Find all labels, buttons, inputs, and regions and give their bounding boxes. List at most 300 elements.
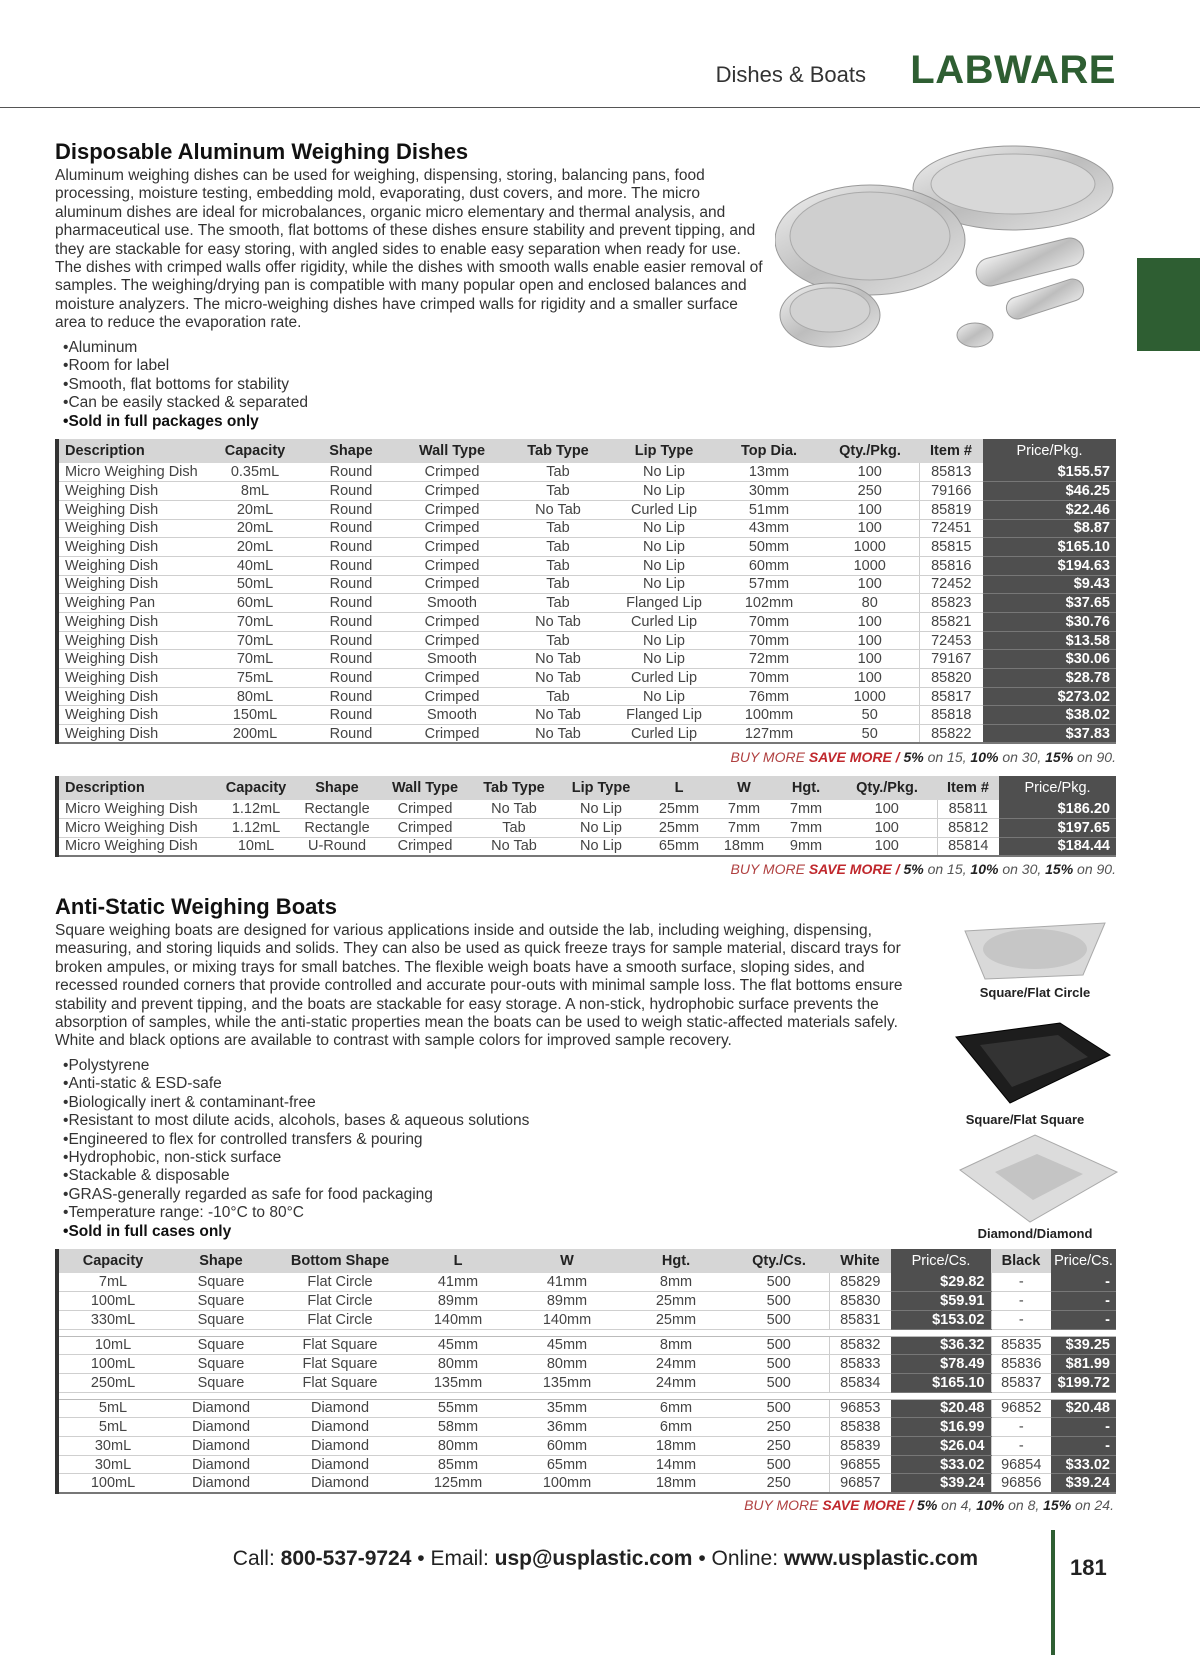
table-cell: Flat Square <box>275 1336 405 1355</box>
table-cell: $197.65 <box>999 819 1116 838</box>
table-row <box>57 594 1116 613</box>
table-cell: Round <box>303 538 399 557</box>
table-cell: 80mm <box>405 1437 511 1456</box>
table-cell: Round <box>303 575 399 594</box>
table-cell: Tab <box>505 594 611 613</box>
table-cell: $273.02 <box>983 687 1116 706</box>
page-number: 181 <box>1070 1555 1107 1580</box>
table-cell: $22.46 <box>983 500 1116 519</box>
table-cell: Flat Circle <box>275 1292 405 1311</box>
table-cell: 500 <box>729 1292 829 1311</box>
table-cell: No Lip <box>611 538 717 557</box>
table-cell: 85822 <box>919 725 983 744</box>
table-cell: No Tab <box>505 669 611 688</box>
table-cell: 10mL <box>217 837 295 856</box>
table-cell: - <box>1051 1418 1116 1437</box>
table-cell: $36.32 <box>891 1336 991 1355</box>
table-cell: 36mm <box>511 1418 623 1437</box>
table-cell: 1.12mL <box>217 819 295 838</box>
table-row <box>57 837 1116 856</box>
table-cell: 85819 <box>919 500 983 519</box>
table-cell: $186.20 <box>999 800 1116 819</box>
table-cell: 85818 <box>919 706 983 725</box>
table-cell: 100mL <box>57 1355 167 1374</box>
table-cell: 100 <box>837 819 937 838</box>
table-cell: Flat Square <box>275 1355 405 1374</box>
table-cell: Round <box>303 463 399 482</box>
page-number-divider <box>1051 1530 1055 1655</box>
table-cell: 100 <box>821 613 919 632</box>
table-cell: $28.78 <box>983 669 1116 688</box>
table-cell: $39.24 <box>891 1474 991 1493</box>
table-cell: Diamond <box>167 1474 275 1493</box>
table-cell: 5mL <box>57 1418 167 1437</box>
table-cell: 100mm <box>511 1474 623 1493</box>
table-cell: 135mm <box>511 1373 623 1392</box>
col-header: Tab Type <box>471 776 557 800</box>
col-header: Lip Type <box>611 439 717 463</box>
table-row <box>57 1474 1116 1493</box>
table-cell: Crimped <box>399 669 505 688</box>
table-cell: 70mm <box>717 631 821 650</box>
table-cell: Micro Weighing Dish <box>57 800 217 819</box>
table-row <box>57 1292 1116 1311</box>
table-cell: Flat Square <box>275 1373 405 1392</box>
table-cell: 500 <box>729 1273 829 1292</box>
table-cell: Crimped <box>379 819 471 838</box>
table-cell: Diamond <box>275 1418 405 1437</box>
table-cell: Weighing Dish <box>57 725 207 744</box>
table-cell: 55mm <box>405 1399 511 1418</box>
table-cell: Tab <box>505 482 611 501</box>
table-cell: Square <box>167 1273 275 1292</box>
table-cell: $30.76 <box>983 613 1116 632</box>
table-cell: 80mm <box>405 1355 511 1374</box>
table-cell: 72451 <box>919 519 983 538</box>
table-cell: 24mm <box>623 1373 729 1392</box>
table-cell: $165.10 <box>891 1373 991 1392</box>
table-cell: 50 <box>821 725 919 744</box>
table-cell: Weighing Dish <box>57 706 207 725</box>
table-cell: 85832 <box>829 1336 891 1355</box>
table-cell: 150mL <box>207 706 303 725</box>
aluminum-dishes-image <box>775 140 1115 365</box>
table-cell: 72mm <box>717 650 821 669</box>
table-cell: $59.91 <box>891 1292 991 1311</box>
table-row <box>57 538 1116 557</box>
table-cell: Crimped <box>399 575 505 594</box>
col-header: Description <box>57 439 207 463</box>
table-cell: 20mL <box>207 519 303 538</box>
table-row <box>57 631 1116 650</box>
table-cell: Round <box>303 669 399 688</box>
table-cell: 100mL <box>57 1474 167 1493</box>
table-cell: 100 <box>821 575 919 594</box>
table-cell: - <box>1051 1292 1116 1311</box>
table-cell: $20.48 <box>891 1399 991 1418</box>
table-cell: 80mL <box>207 687 303 706</box>
table-cell: 6mm <box>623 1399 729 1418</box>
table-cell: Diamond <box>167 1418 275 1437</box>
col-header: Capacity <box>57 1249 167 1273</box>
section-title: Dishes & Boats <box>715 62 866 87</box>
table-cell: 500 <box>729 1336 829 1355</box>
table-cell: Tab <box>471 819 557 838</box>
table-row <box>57 800 1116 819</box>
table-row <box>57 1418 1116 1437</box>
table-cell: 7mm <box>713 800 775 819</box>
list-item: • Hydrophobic, non-stick surface <box>63 1149 529 1167</box>
table-cell: No Tab <box>471 837 557 856</box>
table-cell: 8mm <box>623 1273 729 1292</box>
table-header-row <box>57 439 1116 463</box>
table-cell: Crimped <box>399 519 505 538</box>
table-cell: $8.87 <box>983 519 1116 538</box>
table-cell: 500 <box>729 1355 829 1374</box>
table-cell: 25mm <box>645 800 713 819</box>
table-cell: No Tab <box>471 800 557 819</box>
group-separator <box>57 1329 1116 1336</box>
table-cell: $33.02 <box>1051 1455 1116 1474</box>
table-row <box>57 556 1116 575</box>
table-cell: Curled Lip <box>611 613 717 632</box>
table-cell: 500 <box>729 1455 829 1474</box>
table-cell: $78.49 <box>891 1355 991 1374</box>
table-cell: 500 <box>729 1373 829 1392</box>
table-cell: Smooth <box>399 594 505 613</box>
table-cell: 75mL <box>207 669 303 688</box>
table-row <box>57 650 1116 669</box>
table-cell: Square <box>167 1336 275 1355</box>
table-cell: No Lip <box>557 800 645 819</box>
table-cell: $30.06 <box>983 650 1116 669</box>
table-cell: 100mL <box>57 1292 167 1311</box>
table-cell: 100 <box>821 500 919 519</box>
table-cell: Round <box>303 687 399 706</box>
table-cell: 50mL <box>207 575 303 594</box>
table-cell: Weighing Dish <box>57 556 207 575</box>
table-cell: Weighing Dish <box>57 482 207 501</box>
table-cell: 250 <box>729 1437 829 1456</box>
table-cell: Tab <box>505 519 611 538</box>
email-link[interactable]: usp@usplastic.com <box>494 1547 693 1570</box>
col-header: Item # <box>919 439 983 463</box>
promo-boats: BUY MORE SAVE MORE / 5% on 4, 10% on 8, 15% on 24. <box>744 1497 1114 1513</box>
col-header: Hgt. <box>775 776 837 800</box>
dishes-title: Disposable Aluminum Weighing Dishes <box>55 139 469 164</box>
table-cell: Diamond <box>275 1399 405 1418</box>
table-cell: No Lip <box>611 482 717 501</box>
col-header: Wall Type <box>399 439 505 463</box>
table-cell: Round <box>303 650 399 669</box>
table-cell: 0.35mL <box>207 463 303 482</box>
phone-number: 800-537-9724 <box>280 1547 412 1570</box>
table-cell: No Lip <box>611 519 717 538</box>
table-cell: 70mm <box>717 613 821 632</box>
table-cell: 43mm <box>717 519 821 538</box>
table-cell: Square <box>167 1310 275 1329</box>
table-cell: Diamond <box>275 1474 405 1493</box>
table-cell: 41mm <box>511 1273 623 1292</box>
table-cell: 8mm <box>623 1336 729 1355</box>
brand-title: LABWARE <box>910 48 1116 92</box>
table-cell: 60mL <box>207 594 303 613</box>
table-cell: Flanged Lip <box>611 594 717 613</box>
table-cell: 7mL <box>57 1273 167 1292</box>
table-cell: $13.58 <box>983 631 1116 650</box>
promo-dishes-1: BUY MORE SAVE MORE / 5% on 15, 10% on 30, 15% on 90. <box>730 749 1116 765</box>
table-cell: 85834 <box>829 1373 891 1392</box>
table-row <box>57 1273 1116 1292</box>
table-cell: Weighing Dish <box>57 613 207 632</box>
table-row <box>57 1355 1116 1374</box>
table-cell: - <box>991 1310 1051 1329</box>
table-cell: 7mm <box>713 819 775 838</box>
table-cell: 25mm <box>623 1310 729 1329</box>
list-item: • Biologically inert & contaminant-free <box>63 1094 529 1112</box>
table-cell: No Tab <box>505 706 611 725</box>
col-header: W <box>713 776 775 800</box>
table-cell: Crimped <box>399 463 505 482</box>
col-header: Qty./Cs. <box>729 1249 829 1273</box>
dishes-description: Aluminum weighing dishes can be used for weighing, dispensing, storing, balancing pans, food processing, moisture testing, embedding mold, evaporating, dust covers, and more. The micro aluminum dishes are ideal for microbalances, organic micro elementary and thermal analysis, and pharmaceutical use. The smooth, flat bottoms of these dishes ensure stability and prevent tipping, and they are stackable for easy storing, with angled sides to enable easy separation when ready for use. The dishes with crimped walls offer rigidity, while the dishes with smooth walls enable easier removal of samples. The weighing/drying pan is compatible with many popular open and enclosed balances and moisture analyzers. The micro-weighing dishes have crimped walls for rigidity and a smaller surface area to reduce the evaporation rate. <box>55 167 763 332</box>
table-cell: $46.25 <box>983 482 1116 501</box>
col-header: Black <box>991 1249 1051 1273</box>
table-cell: 80 <box>821 594 919 613</box>
micro-dishes-table <box>55 776 1116 857</box>
table-cell: 85829 <box>829 1273 891 1292</box>
table-cell: $37.65 <box>983 594 1116 613</box>
col-header: Top Dia. <box>717 439 821 463</box>
table-cell: Round <box>303 519 399 538</box>
table-cell: 70mm <box>717 669 821 688</box>
table-cell: 96855 <box>829 1455 891 1474</box>
table-cell: 85831 <box>829 1310 891 1329</box>
table-cell: 58mm <box>405 1418 511 1437</box>
table-cell: Flat Circle <box>275 1273 405 1292</box>
table-cell: Weighing Pan <box>57 594 207 613</box>
table-row <box>57 1373 1116 1392</box>
col-header: Qty./Pkg. <box>821 439 919 463</box>
table-cell: 80mm <box>511 1355 623 1374</box>
table-cell: Tab <box>505 538 611 557</box>
table-row <box>57 706 1116 725</box>
table-cell: 96856 <box>991 1474 1051 1493</box>
table-cell: Round <box>303 706 399 725</box>
table-cell: 65mm <box>645 837 713 856</box>
table-cell: 85839 <box>829 1437 891 1456</box>
table-cell: 35mm <box>511 1399 623 1418</box>
table-cell: $81.99 <box>1051 1355 1116 1374</box>
table-cell: 96852 <box>991 1399 1051 1418</box>
table-cell: $153.02 <box>891 1310 991 1329</box>
table-cell: 125mm <box>405 1474 511 1493</box>
table-cell: Crimped <box>399 631 505 650</box>
table-cell: Weighing Dish <box>57 538 207 557</box>
table-cell: Micro Weighing Dish <box>57 819 217 838</box>
list-item: • Anti-static & ESD-safe <box>63 1075 529 1093</box>
table-cell: 72453 <box>919 631 983 650</box>
col-header: Price/Cs. <box>1051 1249 1116 1273</box>
table-cell: 14mm <box>623 1455 729 1474</box>
list-item: • Room for label <box>63 357 308 375</box>
table-cell: $9.43 <box>983 575 1116 594</box>
table-cell: - <box>991 1273 1051 1292</box>
list-item: • Can be easily stacked & separated <box>63 394 308 412</box>
table-cell: 85837 <box>991 1373 1051 1392</box>
table-row <box>57 519 1116 538</box>
table-cell: 57mm <box>717 575 821 594</box>
table-row <box>57 463 1116 482</box>
website-link[interactable]: www.usplastic.com <box>783 1547 978 1570</box>
table-cell: Round <box>303 482 399 501</box>
table-cell: 135mm <box>405 1373 511 1392</box>
table-cell: Round <box>303 631 399 650</box>
table-cell: $39.25 <box>1051 1336 1116 1355</box>
table-cell: 85821 <box>919 613 983 632</box>
table-cell: 18mm <box>713 837 775 856</box>
table-cell: 40mL <box>207 556 303 575</box>
table-cell: 10mL <box>57 1336 167 1355</box>
table-cell: 100 <box>821 631 919 650</box>
table-row <box>57 819 1116 838</box>
boat-caption: Square/Flat Square <box>965 1112 1085 1127</box>
table-header-row <box>57 1249 1116 1273</box>
contact-footer: Call: 800-537-9724 • Email: usp@usplastic.com • Online: www.usplastic.com <box>232 1547 978 1570</box>
col-header: Tab Type <box>505 439 611 463</box>
table-cell: Crimped <box>399 500 505 519</box>
table-cell: Tab <box>505 463 611 482</box>
table-cell: 96854 <box>991 1455 1051 1474</box>
table-cell: Tab <box>505 631 611 650</box>
table-cell: 7mm <box>775 800 837 819</box>
table-cell: 1000 <box>821 687 919 706</box>
table-cell: 200mL <box>207 725 303 744</box>
table-row <box>57 482 1116 501</box>
table-cell: Tab <box>505 687 611 706</box>
table-cell: Curled Lip <box>611 669 717 688</box>
col-header: Hgt. <box>623 1249 729 1273</box>
table-cell: $29.82 <box>891 1273 991 1292</box>
table-cell: - <box>1051 1310 1116 1329</box>
table-cell: 85816 <box>919 556 983 575</box>
table-cell: $194.63 <box>983 556 1116 575</box>
table-cell: No Lip <box>557 819 645 838</box>
table-cell: Weighing Dish <box>57 500 207 519</box>
table-cell: 20mL <box>207 500 303 519</box>
table-cell: 85835 <box>991 1336 1051 1355</box>
table-cell: 500 <box>729 1399 829 1418</box>
table-cell: Flat Circle <box>275 1310 405 1329</box>
table-cell: Crimped <box>399 725 505 744</box>
table-cell: Weighing Dish <box>57 650 207 669</box>
table-cell: 96857 <box>829 1474 891 1493</box>
table-cell: Diamond <box>167 1437 275 1456</box>
boat-image-flat-circle <box>955 903 1115 983</box>
col-header: Bottom Shape <box>275 1249 405 1273</box>
col-header: Wall Type <box>379 776 471 800</box>
promo-dishes-2: BUY MORE SAVE MORE / 5% on 15, 10% on 30, 15% on 90. <box>730 861 1116 877</box>
table-cell: 76mm <box>717 687 821 706</box>
table-cell: - <box>1051 1437 1116 1456</box>
table-cell: $26.04 <box>891 1437 991 1456</box>
table-row <box>57 1399 1116 1418</box>
table-cell: 1.12mL <box>217 800 295 819</box>
table-cell: No Lip <box>557 837 645 856</box>
table-cell: $20.48 <box>1051 1399 1116 1418</box>
table-cell: Weighing Dish <box>57 631 207 650</box>
table-cell: Crimped <box>399 482 505 501</box>
dishes-bullets <box>63 339 308 431</box>
table-cell: 100 <box>821 650 919 669</box>
table-cell: No Tab <box>505 613 611 632</box>
list-item: • Aluminum <box>63 339 308 357</box>
list-item: • Sold in full cases only <box>63 1223 529 1241</box>
table-cell: 100 <box>821 519 919 538</box>
table-cell: $165.10 <box>983 538 1116 557</box>
table-cell: Curled Lip <box>611 725 717 744</box>
table-cell: 250mL <box>57 1373 167 1392</box>
table-cell: 96853 <box>829 1399 891 1418</box>
table-cell: Tab <box>505 575 611 594</box>
col-header: Shape <box>167 1249 275 1273</box>
col-header: Shape <box>295 776 379 800</box>
table-cell: Crimped <box>399 687 505 706</box>
table-cell: Diamond <box>167 1455 275 1474</box>
table-cell: 85811 <box>937 800 999 819</box>
table-cell: 6mm <box>623 1418 729 1437</box>
table-cell: $37.83 <box>983 725 1116 744</box>
table-cell: Diamond <box>275 1437 405 1456</box>
table-cell: 140mm <box>405 1310 511 1329</box>
table-cell: 70mL <box>207 631 303 650</box>
table-cell: 51mm <box>717 500 821 519</box>
boat-image-diamond <box>955 1130 1120 1225</box>
table-cell: No Tab <box>505 650 611 669</box>
table-cell: 70mL <box>207 650 303 669</box>
table-cell: Round <box>303 556 399 575</box>
table-row <box>57 500 1116 519</box>
table-cell: $38.02 <box>983 706 1116 725</box>
table-cell: 79167 <box>919 650 983 669</box>
table-cell: Weighing Dish <box>57 575 207 594</box>
table-cell: 30mm <box>717 482 821 501</box>
table-cell: Diamond <box>275 1455 405 1474</box>
table-cell: Crimped <box>379 837 471 856</box>
table-cell: 60mm <box>511 1437 623 1456</box>
table-cell: 8mL <box>207 482 303 501</box>
table-cell: 89mm <box>511 1292 623 1311</box>
table-cell: 72452 <box>919 575 983 594</box>
list-item: • Polystyrene <box>63 1057 529 1075</box>
table-cell: Square <box>167 1292 275 1311</box>
table-cell: Round <box>303 500 399 519</box>
table-cell: $199.72 <box>1051 1373 1116 1392</box>
table-cell: 85836 <box>991 1355 1051 1374</box>
table-cell: 85823 <box>919 594 983 613</box>
table-cell: No Lip <box>611 463 717 482</box>
table-cell: No Tab <box>505 725 611 744</box>
list-item: • Stackable & disposable <box>63 1167 529 1185</box>
table-cell: 30mL <box>57 1455 167 1474</box>
table-cell: No Lip <box>611 687 717 706</box>
table-cell: 25mm <box>623 1292 729 1311</box>
table-cell: Weighing Dish <box>57 669 207 688</box>
table-cell: Rectangle <box>295 800 379 819</box>
table-cell: $184.44 <box>999 837 1116 856</box>
table-cell: Round <box>303 725 399 744</box>
list-item: • Smooth, flat bottoms for stability <box>63 376 308 394</box>
